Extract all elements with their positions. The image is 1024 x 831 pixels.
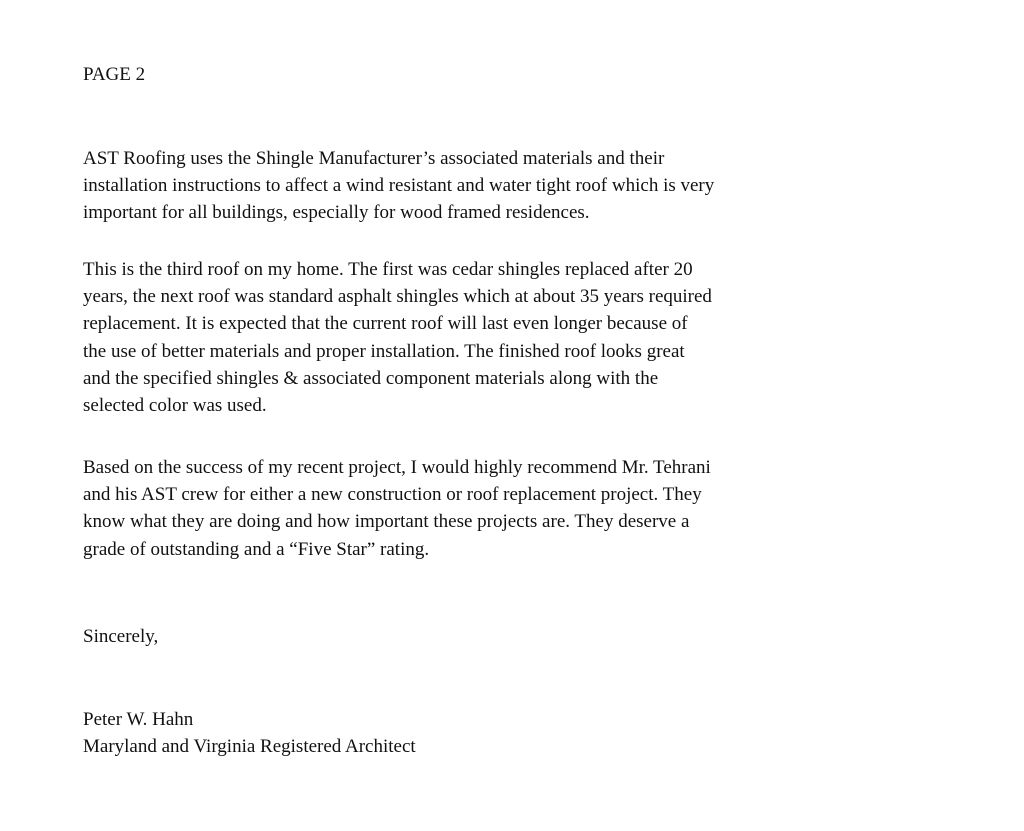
paragraph-line: This is the third roof on my home. The first was cedar shingles replaced after 20 — [83, 259, 693, 280]
paragraph-line: the use of better materials and proper installation. The finished roof looks great — [83, 340, 685, 362]
paragraph-roofing-materials — [83, 145, 714, 227]
paragraph-line: and the specified shingles & associated component materials along with the — [83, 367, 659, 389]
paragraph-line: replacement. It is expected that the current roof will last even longer because of — [83, 313, 688, 335]
closing-salutation: Sincerely, — [83, 626, 159, 647]
paragraph-line: installation instructions to affect a wind resistant and water tight roof which is very — [83, 175, 715, 197]
paragraph-line: years, the next roof was standard asphalt shingles which at about 35 years required — [83, 286, 712, 308]
paragraph-line: know what they are doing and how important these projects are. They deserve a — [83, 511, 690, 533]
paragraph-line: selected color was used. — [83, 394, 267, 416]
paragraph-line: Based on the success of my recent project, I would highly recommend Mr. Tehrani — [83, 457, 711, 478]
paragraph-line: important for all buildings, especially for wood framed residences. — [83, 202, 590, 224]
page-number-label: PAGE 2 — [83, 64, 146, 85]
paragraph-roof-history — [83, 256, 712, 419]
signature-title: Maryland and Virginia Registered Architect — [83, 736, 416, 757]
paragraph-line: AST Roofing uses the Shingle Manufacturer’s associated materials and their — [83, 148, 665, 169]
signature-name: Peter W. Hahn — [83, 709, 194, 730]
paragraph-line: grade of outstanding and a “Five Star” rating. — [83, 538, 430, 560]
paragraph-recommendation — [83, 454, 711, 563]
paragraph-line: and his AST crew for either a new construction or roof replacement project. They — [83, 484, 702, 506]
